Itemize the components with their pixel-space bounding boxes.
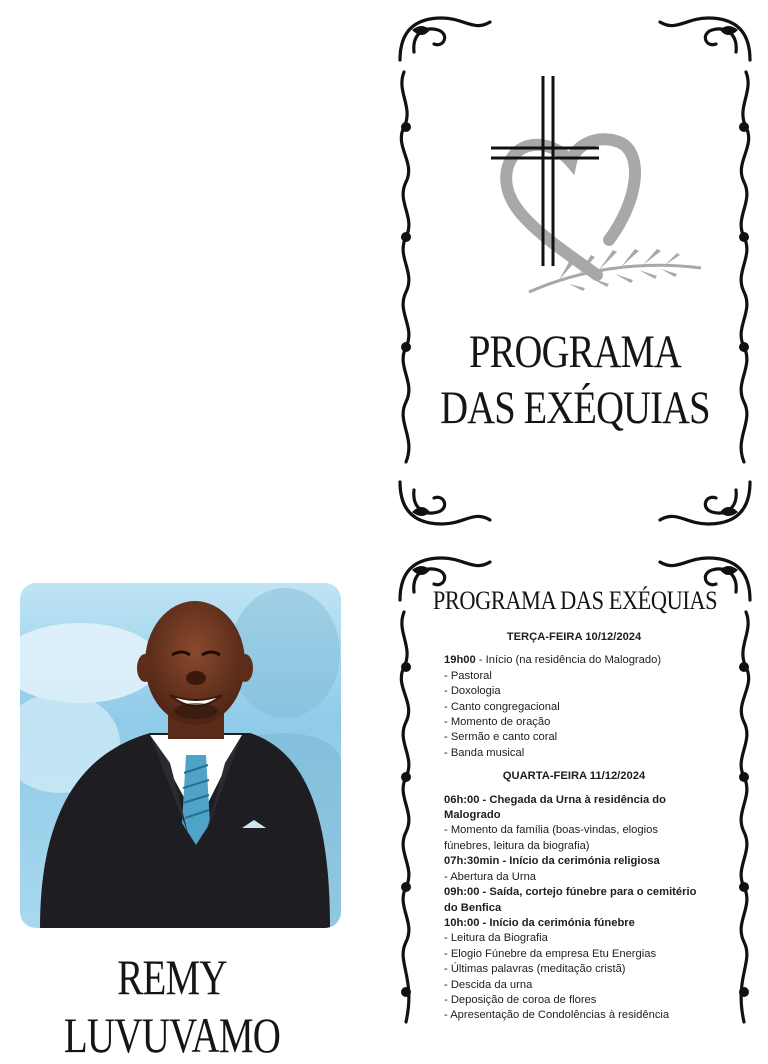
schedule xyxy=(444,628,704,1024)
schedule-line: - Descida da urna xyxy=(444,978,533,991)
cross-heart-palm-icon xyxy=(489,70,709,300)
portrait-photo xyxy=(20,583,341,928)
schedule-line: - Doxologia xyxy=(444,685,501,698)
day-heading: TERÇA-FEIRA 10/12/2024 xyxy=(506,631,642,643)
schedule-line: - Pastoral xyxy=(444,669,492,682)
schedule-line: - Abertura da Urna xyxy=(444,870,537,883)
cover-card xyxy=(394,12,756,530)
schedule-line: - Leitura da Biografia xyxy=(444,932,548,945)
cover-title xyxy=(427,324,724,436)
schedule-line: 10h:00 - Início da cerimónia fúnebre xyxy=(444,916,635,929)
day-heading: QUARTA-FEIRA 11/12/2024 xyxy=(502,770,646,783)
schedule-line: - Momento da família (boas-vindas, elogios fúnebres, leitura da biografia) xyxy=(444,824,658,852)
schedule-line: 09h:00 - Saída, cortejo fúnebre para o cemitério do Benfica xyxy=(444,886,697,914)
schedule-line: - Canto congregacional xyxy=(444,700,560,713)
program-title: PROGRAMA DAS EXÉQUIAS xyxy=(432,586,718,615)
person-portrait-icon xyxy=(20,583,341,928)
cover-title-line2: DAS EXÉQUIAS xyxy=(440,382,710,434)
schedule-line: 07h:30min - Início da cerimónia religiosa xyxy=(444,855,660,868)
schedule-line: - Elogio Fúnebre da empresa Etu Energias xyxy=(444,947,657,960)
cover-title-line1: PROGRAMA xyxy=(469,326,681,378)
schedule-line: - Banda musical xyxy=(444,746,525,759)
schedule-line: - Sermão e canto coral xyxy=(444,731,558,744)
schedule-line: 19h00 - Início (na residência do Malogrado) xyxy=(444,654,662,667)
schedule-line: 06h:00 - Chegada da Urna à residência do Malogrado xyxy=(444,793,666,822)
schedule-line: - Apresentação de Condolências à residência xyxy=(444,1009,670,1022)
program-card xyxy=(394,552,756,1032)
deceased-name: REMY LUVUVAMO xyxy=(63,949,281,1063)
schedule-line: - Deposição de coroa de flores xyxy=(444,993,597,1006)
schedule-line: - Últimas palavras (meditação cristã) xyxy=(444,963,626,976)
schedule-line: - Momento de oração xyxy=(444,716,551,729)
